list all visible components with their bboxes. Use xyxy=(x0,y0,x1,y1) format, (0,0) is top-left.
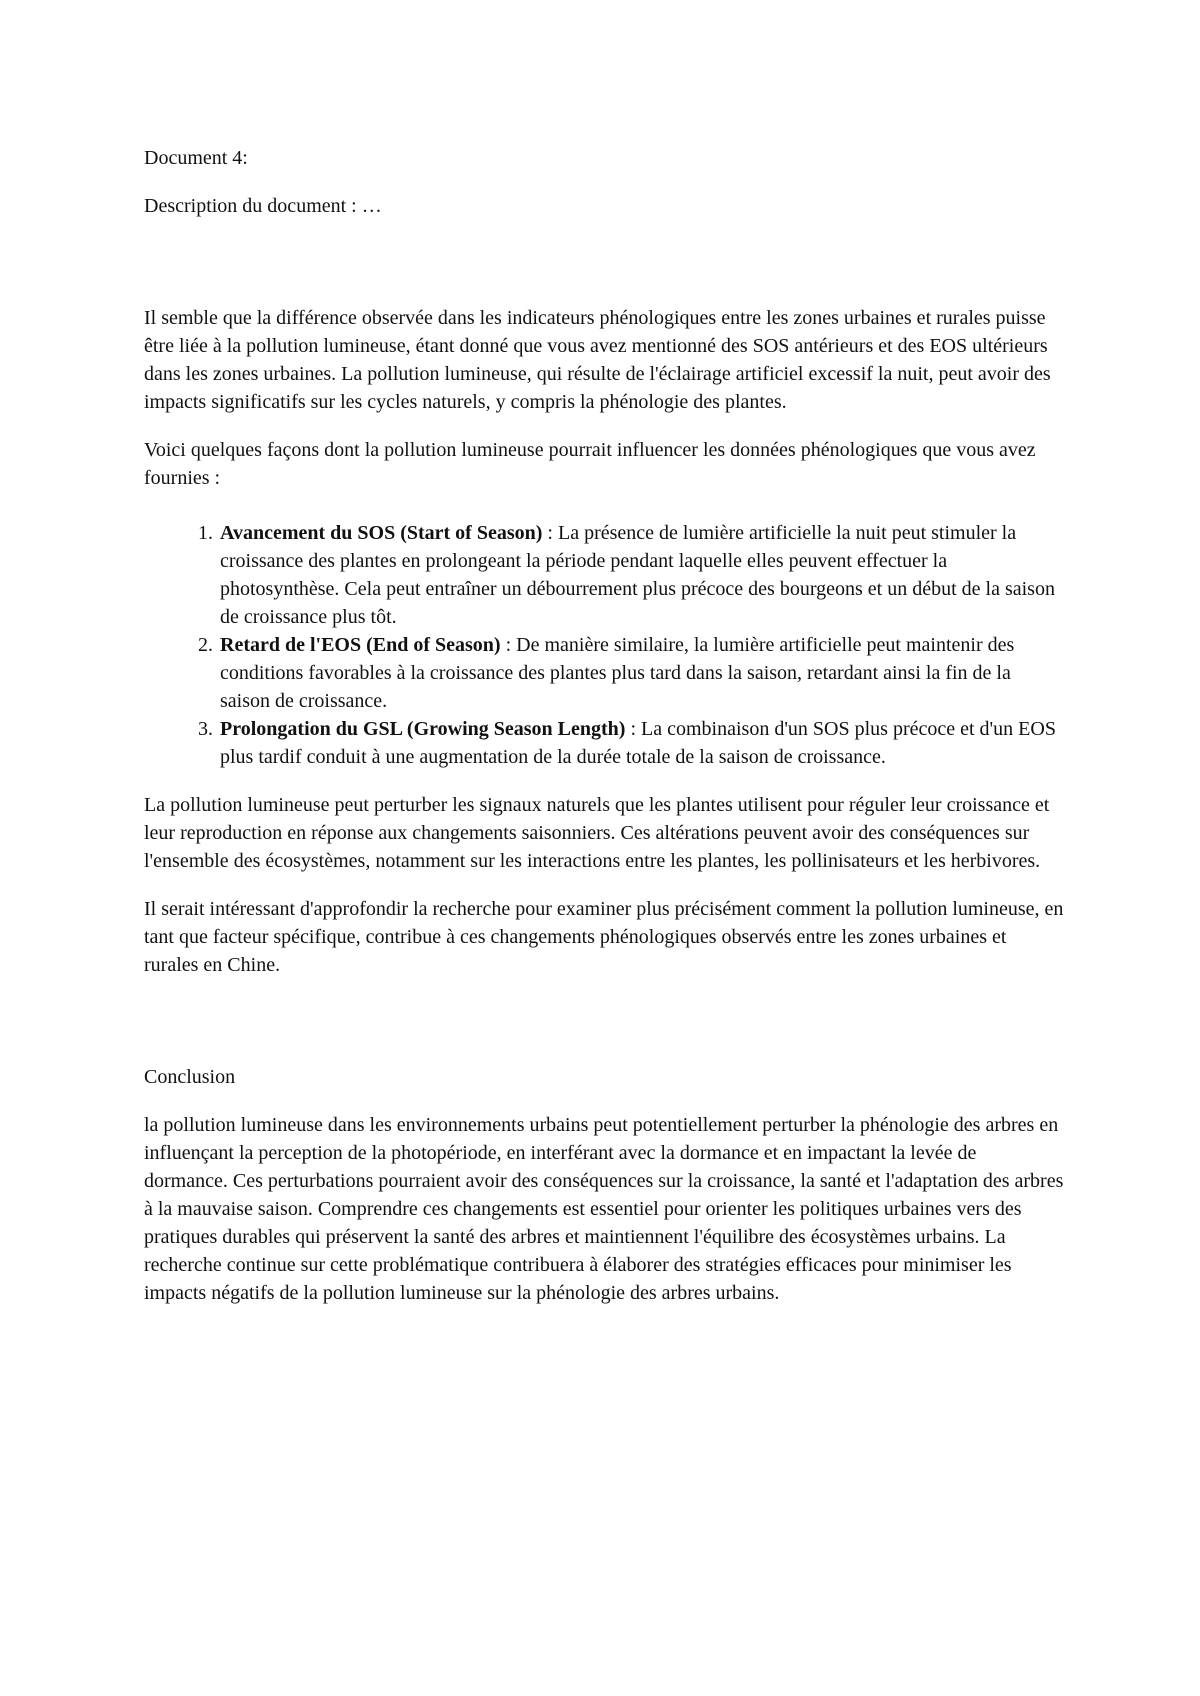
list-item-term: Avancement du SOS (Start of Season) xyxy=(220,522,543,544)
list-item-term: Retard de l'EOS (End of Season) xyxy=(220,634,501,656)
list-item-eos xyxy=(218,631,1064,715)
document-description: Description du document : … xyxy=(144,195,382,217)
list-item-sos xyxy=(218,519,1064,631)
document-title: Document 4: xyxy=(144,147,248,169)
list-item-term: Prolongation du GSL (Growing Season Length) xyxy=(220,718,626,740)
list-lead-paragraph: Voici quelques façons dont la pollution lumineuse pourrait influencer les données phénologiques que vous avez fournies : xyxy=(144,439,1036,489)
list-item-gsl xyxy=(218,715,1064,771)
list-item-text: : La combinaison d'un SOS plus précoce et d'un EOS plus tardif conduit à une augmentation de la durée totale de la saison de croissance. xyxy=(220,718,1056,768)
document-page xyxy=(144,144,1064,1307)
list-item-text: : La présence de lumière artificielle la nuit peut stimuler la croissance des plantes en prolongeant la période pendant laquelle elles peuvent effectuer la photosynthèse. Cela peut entraîner un débourrement plus précoce des bourgeons et un début de la saison de croissance plus tôt. xyxy=(220,522,1055,628)
intro-paragraph: Il semble que la différence observée dans les indicateurs phénologiques entre les zones urbaines et rurales puisse être liée à la pollution lumineuse, étant donné que vous avez mentionné des SOS antérieurs et des EOS ultérieurs dans les zones urbaines. La pollution lumineuse, qui résulte de l'éclairage artificiel excessif la nuit, peut avoir des impacts significatifs sur les cycles naturels, y compris la phénologie des plantes. xyxy=(144,307,1051,413)
list-item-text: : De manière similaire, la lumière artificielle peut maintenir des conditions favorables à la croissance des plantes plus tard dans la saison, retardant ainsi la fin de la saison de croissance. xyxy=(220,634,1015,712)
conclusion-paragraph: la pollution lumineuse dans les environnements urbains peut potentiellement perturber la phénologie des arbres en influençant la perception de la photopériode, en interférant avec la dormance et en impactant la levée de dormance. Ces perturbations pourraient avoir des conséquences sur la croissance, la santé et l'adaptation des arbres à la mauvaise saison. Comprendre ces changements est essentiel pour orienter les politiques urbaines vers des pratiques durables qui préservent la santé des arbres et maintiennent l'équilibre des écosystèmes urbains. La recherche continue sur cette problématique contribuera à élaborer des stratégies efficaces pour minimiser les impacts négatifs de la pollution lumineuse sur la phénologie des arbres urbains. xyxy=(144,1114,1064,1304)
influence-list xyxy=(144,519,1064,771)
further-research-paragraph: Il serait intéressant d'approfondir la recherche pour examiner plus précisément comment la pollution lumineuse, en tant que facteur spécifique, contribue à ces changements phénologiques observés entre les zones urbaines et rurales en Chine. xyxy=(144,898,1064,976)
after-list-paragraph: La pollution lumineuse peut perturber les signaux naturels que les plantes utilisent pour réguler leur croissance et leur reproduction en réponse aux changements saisonniers. Ces altérations peuvent avoir des conséquences sur l'ensemble des écosystèmes, notamment sur les interactions entre les plantes, les pollinisateurs et les herbivores. xyxy=(144,794,1050,872)
conclusion-heading: Conclusion xyxy=(144,1066,236,1088)
